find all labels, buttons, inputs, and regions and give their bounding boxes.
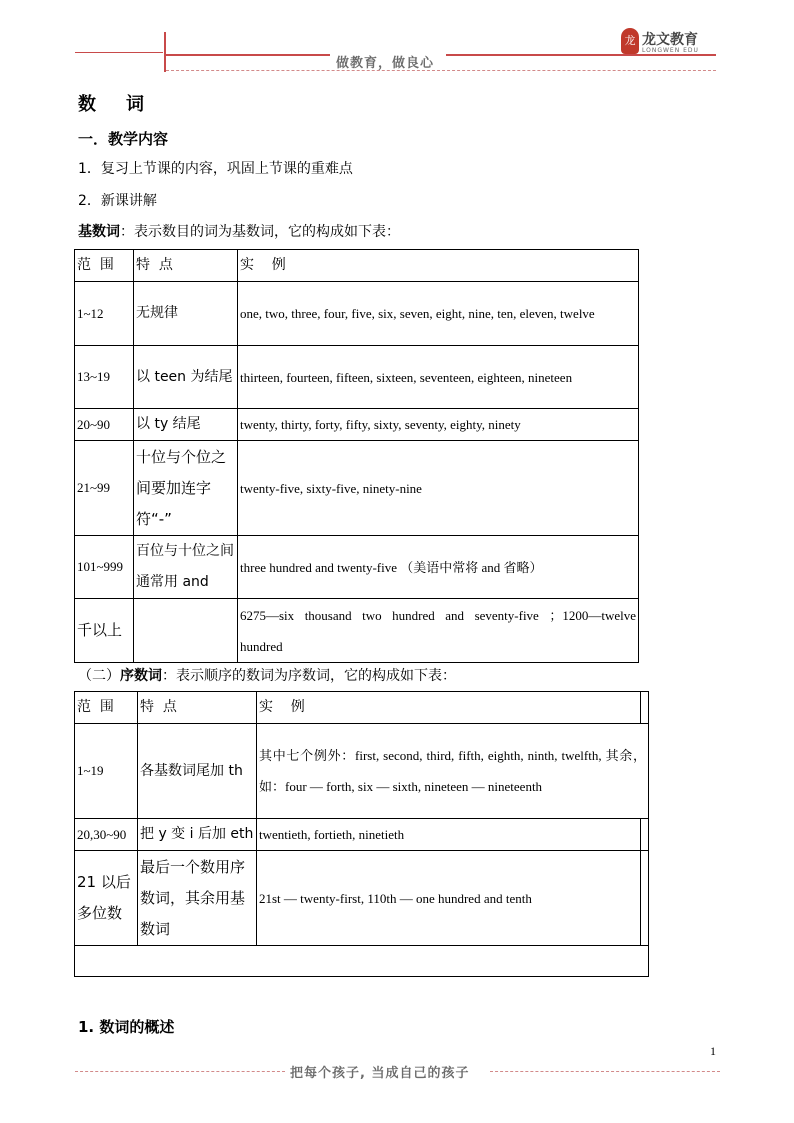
cell-example: 21st — twenty-first, 110th — one hundred and tenth xyxy=(257,851,641,946)
ordinal-prefix: （二） xyxy=(78,668,120,684)
table-row xyxy=(75,724,649,819)
cell-range: 20~90 xyxy=(75,409,134,441)
header-feature: 特 点 xyxy=(134,250,238,282)
title-char-1: 数 xyxy=(78,94,98,115)
cell-feature: 无规律 xyxy=(134,282,238,346)
table-row xyxy=(75,599,639,663)
header-rule-bottom xyxy=(166,70,716,71)
header-range: 范 围 xyxy=(75,692,138,724)
logo-text: 龙文教育 xyxy=(642,32,698,48)
header-feature: 特 点 xyxy=(138,692,257,724)
title-char-2: 词 xyxy=(126,94,146,115)
header-slogan: 做教育，做良心 xyxy=(336,56,435,71)
cell-spacer xyxy=(641,692,649,724)
table-row xyxy=(75,536,639,599)
logo-icon: 龙 xyxy=(621,28,639,54)
table-header-row xyxy=(75,692,649,724)
table-row xyxy=(75,346,639,409)
cell-range: 13~19 xyxy=(75,346,134,409)
cell-range: 21~99 xyxy=(75,441,134,536)
header-example: 实 例 xyxy=(238,250,639,282)
table-row xyxy=(75,409,639,441)
cell-feature: 最后一个数用序数词，其余用基数词 xyxy=(138,851,257,946)
cell-example: thirteen, fourteen, fifteen, sixteen, seventeen, eighteen, nineteen xyxy=(238,346,639,409)
table-row xyxy=(75,282,639,346)
cell-spacer xyxy=(641,819,649,851)
ordinal-term: 序数词 xyxy=(120,668,162,684)
cell-example: twenty-five, sixty-five, ninety-nine xyxy=(238,441,639,536)
table-row xyxy=(75,851,649,946)
footer-slogan: 把每个孩子, 当成自己的孩子 xyxy=(290,1066,470,1081)
cardinal-term: 基数词 xyxy=(78,224,120,240)
cell-feature: 以 teen 为结尾 xyxy=(134,346,238,409)
cardinal-table xyxy=(74,249,639,663)
cell-feature: 以 ty 结尾 xyxy=(134,409,238,441)
cell-range: 1~19 xyxy=(75,724,138,819)
cell-feature xyxy=(134,599,238,663)
footer-rule-right xyxy=(490,1071,720,1072)
cell-example: twentieth, fortieth, ninetieth xyxy=(257,819,641,851)
table-row xyxy=(75,441,639,536)
table-header-row xyxy=(75,250,639,282)
cell-feature: 把 y 变 i 后加 eth xyxy=(138,819,257,851)
page-number: 1 xyxy=(710,1044,716,1058)
ordinal-table xyxy=(74,691,649,977)
cardinal-intro-text: ：表示数目的词为基数词，它的构成如下表： xyxy=(120,224,400,240)
cardinal-intro xyxy=(78,221,400,241)
ordinal-intro-text: ：表示顺序的数词为序数词，它的构成如下表： xyxy=(162,668,456,684)
header-rule-left xyxy=(75,52,163,53)
cell-range: 21 以后多位数 xyxy=(75,851,138,946)
cell-range: 101~999 xyxy=(75,536,134,599)
cell-example: three hundred and twenty-five （美语中常将 and 省略） xyxy=(238,536,639,599)
subheading: 1. 数词的概述 xyxy=(78,1018,175,1036)
list-item-2: 2．新课讲解 xyxy=(78,193,157,209)
cell-range: 1~12 xyxy=(75,282,134,346)
cell-example: 6275—six thousand two hundred and seventy-five ；1200—twelve hundred xyxy=(238,599,639,663)
header-example: 实 例 xyxy=(257,692,641,724)
cell-spacer xyxy=(641,851,649,946)
table-row xyxy=(75,946,649,977)
cell-range: 千以上 xyxy=(75,599,134,663)
cell-feature: 十位与个位之间要加连字符“-” xyxy=(134,441,238,536)
header-divider xyxy=(164,32,166,72)
section-heading: 一．教学内容 xyxy=(78,130,169,148)
cell-feature: 各基数词尾加 th xyxy=(138,724,257,819)
cell-example: 其中七个例外：first, second, third, fifth, eighth, ninth, twelfth, 其余，如：four — forth, six — sixth, nineteen — nineteenth xyxy=(257,724,649,819)
page-title xyxy=(78,90,146,116)
ordinal-intro xyxy=(78,665,456,685)
cell-empty xyxy=(75,946,649,977)
cell-feature: 百位与十位之间通常用 and xyxy=(134,536,238,599)
list-item-1: 1．复习上节课的内容，巩固上节课的重难点 xyxy=(78,161,353,177)
footer-rule-left xyxy=(75,1071,285,1072)
cell-example: twenty, thirty, forty, fifty, sixty, seventy, eighty, ninety xyxy=(238,409,639,441)
cell-example: one, two, three, four, five, six, seven, eight, nine, ten, eleven, twelve xyxy=(238,282,639,346)
cell-range: 20,30~90 xyxy=(75,819,138,851)
header-range: 范 围 xyxy=(75,250,134,282)
table-row xyxy=(75,819,649,851)
logo-subtitle: LONGWEN EDU xyxy=(642,47,699,54)
